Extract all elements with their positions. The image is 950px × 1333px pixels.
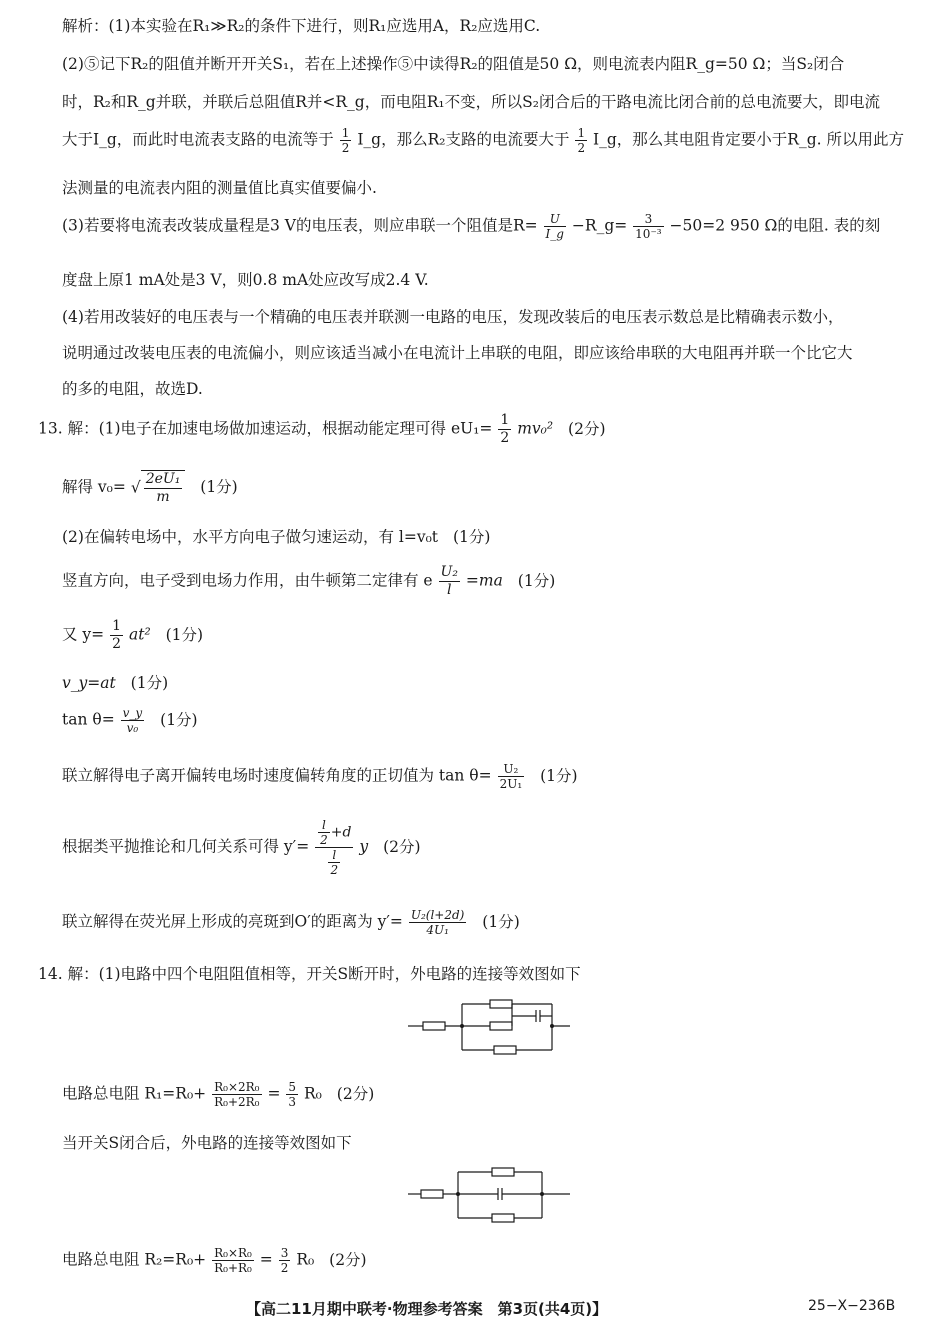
text-segment: −R_g=	[571, 216, 628, 235]
fraction-result: $\frac{\text{U₂(l+2d)}}{\text{4U₁}}$	[410, 908, 465, 937]
fraction-half: $\frac{1}{2}$	[500, 412, 510, 446]
fraction-five-thirds: $\frac{5}{3}$	[288, 1080, 297, 1109]
score-label: (1分)	[540, 766, 578, 785]
analysis-line-2: (2)⑤记下R₂的阻值并断开开关S₁，若在上述操作⑤中读得R₂的阻值是50 Ω，则电流表内阻R_g=50 Ω；当S₂闭合	[62, 55, 845, 73]
fraction-three-halves: $\frac{3}{2}$	[280, 1246, 289, 1275]
fraction-vy-over-v0: $\frac{v\_y}{\text{v₀}}$	[122, 706, 143, 735]
text-segment: 电路总电阻 R₂=R₀+	[62, 1250, 207, 1269]
text-segment: =	[267, 1084, 281, 1103]
fraction-half: $\frac{1}{2}$	[577, 126, 586, 155]
q14-line-1: 14. 解：(1)电路中四个电阻阻值相等，开关S断开时，外电路的连接等效图如下	[38, 965, 581, 983]
page-footer-code: 25−X−236B	[808, 1298, 896, 1314]
score-label: (1分)	[165, 625, 204, 644]
score-label: (1分)	[130, 674, 169, 692]
resistor	[492, 1214, 514, 1222]
score-label: (1分)	[482, 912, 520, 931]
text-segment: (2)在偏转电场中，水平方向电子做匀速运动，有 l=v₀t	[62, 528, 439, 546]
text-segment: v_y=at	[62, 674, 116, 692]
fraction-u2-over-2u1: $\frac{\text{U₂}}{\text{2U₁}}$	[499, 762, 523, 791]
text-segment: 根据类平抛推论和几何关系可得 y′=	[62, 837, 310, 856]
q13-line-1	[38, 412, 606, 447]
analysis-line-1: 解析：(1)本实验在R₁≫R₂的条件下进行，则R₁应选用A，R₂应选用C.	[62, 17, 541, 35]
score-label: (1分)	[517, 571, 556, 590]
fraction-half: $\frac{1}{2}$	[341, 126, 350, 155]
score-label: (2分)	[383, 837, 421, 856]
resistor	[421, 1190, 443, 1198]
fraction-parallel: $\frac{\text{R₀×R₀}}{\text{R₀+R₀}}$	[214, 1246, 252, 1275]
analysis-line-3: 时，R₂和R_g并联，并联后总阻值R并<R_g，而电阻R₁不变，所以S₂闭合后的干路电流比闭合前的总电流要大，即电流	[62, 93, 880, 111]
circuit-diagram-open	[408, 996, 570, 1056]
fraction-half: $\frac{1}{2}$	[112, 618, 122, 652]
score-label: (1分)	[160, 710, 198, 729]
text-segment: 又 y=	[62, 625, 105, 644]
text-segment: tan θ=	[62, 710, 115, 729]
q14-line-2	[62, 1080, 374, 1109]
analysis-line-8: (4)若用改装好的电压表与一个精确的电压表并联测一电路的电压，发现改装后的电压表示数总是比精确表示数小，	[62, 308, 844, 326]
analysis-line-6	[62, 212, 880, 241]
text-segment: I_g，那么R₂支路的电流要大于	[357, 130, 570, 149]
text-segment: y	[359, 837, 369, 856]
text-segment: 解得 v₀=	[62, 478, 126, 496]
sqrt-expression: √ $\frac{\text{2eU₁}}{m}$	[131, 470, 186, 506]
fraction-u-over-ig: $\frac{U}{I\_g}$	[545, 212, 564, 241]
analysis-line-9: 说明通过改装电压表的电流偏小，则应该适当减小在电流计上串联的电阻，即应该给串联的大电阻再并联一个比它大	[62, 344, 853, 362]
q14-line-3: 当开关S闭合后，外电路的连接等效图如下	[62, 1134, 352, 1152]
text-segment: =ma	[465, 571, 503, 590]
q13-line-5	[62, 618, 203, 653]
text-segment: 13. 解：(1)电子在加速电场做加速运动，根据动能定理可得 eU₁=	[38, 419, 493, 438]
score-label: (2分)	[329, 1250, 367, 1269]
q13-line-7	[62, 706, 198, 735]
text-segment: 电路总电阻 R₁=R₀+	[62, 1084, 207, 1103]
text-segment: −50=2 950 Ω的电阻. 表的刻	[669, 216, 881, 235]
q14-line-4	[62, 1246, 367, 1275]
resistor	[490, 1000, 512, 1008]
resistor	[494, 1046, 516, 1054]
q13-line-4	[62, 564, 555, 599]
text-segment: 联立解得电子离开偏转电场时速度偏转角度的正切值为 tan θ=	[62, 766, 492, 785]
text-segment: R₀	[296, 1250, 315, 1269]
text-segment: R₀	[303, 1084, 322, 1103]
q13-line-9	[62, 818, 421, 877]
resistor	[423, 1022, 445, 1030]
q13-line-8	[62, 762, 578, 791]
fraction-u2-over-l: $\frac{\text{U₂}}{l}$	[440, 564, 458, 598]
text-segment: (3)若要将电流表改装成量程是3 V的电压表，则应串联一个阻值是R=	[62, 216, 538, 235]
analysis-line-4	[62, 126, 904, 155]
score-label: (1分)	[452, 528, 491, 546]
analysis-line-7: 度盘上原1 mA处是3 V，则0.8 mA处应改写成2.4 V.	[62, 271, 429, 289]
resistor	[490, 1022, 512, 1030]
q13-line-10	[62, 908, 520, 937]
analysis-line-10: 的多的电阻，故选D.	[62, 380, 203, 398]
score-label: (2分)	[336, 1084, 375, 1103]
text-segment: =	[259, 1250, 273, 1269]
text-segment: mv₀²	[517, 419, 554, 438]
resistor	[492, 1168, 514, 1176]
score-label: (2分)	[568, 419, 606, 438]
q13-line-2	[62, 470, 238, 506]
text-segment: 竖直方向，电子受到电场力作用，由牛顿第二定律有 e	[62, 571, 433, 590]
score-label: (1分)	[200, 478, 238, 496]
q13-line-3	[62, 525, 490, 547]
text-segment: at²	[128, 625, 151, 644]
fraction-three: $\frac{3}{\text{10⁻³}}$	[635, 212, 662, 241]
fraction-parallel: $\frac{\text{R₀×2R₀}}{\text{R₀+2R₀}}$	[214, 1080, 260, 1109]
compound-fraction: $\frac{l}{2}$ +d $\frac{l}{2}$	[315, 818, 353, 877]
text-segment: I_g，那么其电阻肯定要小于R_g. 所以用此方	[593, 130, 905, 149]
circuit-diagram-closed	[408, 1166, 570, 1224]
text-segment: 联立解得在荧光屏上形成的亮斑到O′的距离为 y′=	[62, 912, 403, 931]
page-footer-title: 【高二11月期中联考·物理参考答案 第3页(共4页)】	[246, 1300, 608, 1318]
q13-line-6	[62, 671, 168, 693]
analysis-line-5: 法测量的电流表内阻的测量值比真实值要偏小.	[62, 179, 377, 197]
text-segment: 大于I_g，而此时电流表支路的电流等于	[62, 130, 334, 149]
